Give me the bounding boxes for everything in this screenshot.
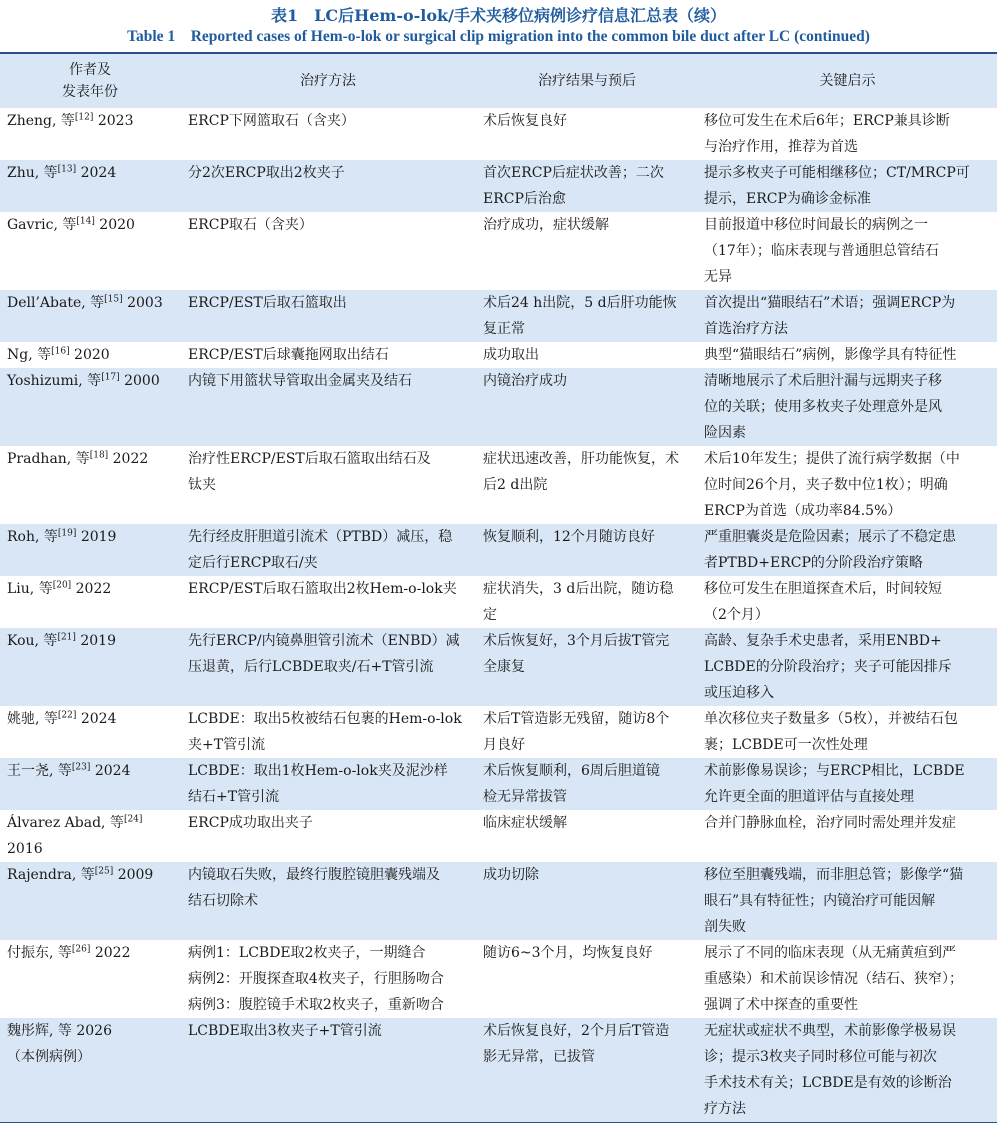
cell-author-year (0, 862, 180, 940)
cell-outcome: 术后24 h出院，5 d后肝功能恢 复正常 (483, 295, 677, 337)
cell-insight: 展示了不同的临床表现（从无痛黄疸到严 重感染）和术前误诊情况（结石、狭窄）； 强调了术中探查的重要性 (704, 945, 963, 1013)
table-row (0, 212, 997, 290)
cell-insight: 移位至胆囊残端，而非胆总管；影像学“猫 眼石”具有特征性；内镜治疗可能因解 剖失败 (704, 867, 964, 935)
cell-insight: 典型“猫眼结石”病例，影像学具有特征性 (704, 347, 957, 363)
cell-treatment: 先行ERCP/内镜鼻胆管引流术（ENBD）减 压退黄，后行LCBDE取夹/石+T管引流 (188, 633, 460, 675)
author-name: Liu, 等 (7, 581, 53, 597)
reference-number: [14] (76, 216, 95, 227)
author-name: Roh, 等 (7, 529, 58, 545)
reference-number: [19] (57, 528, 77, 539)
cell-author-year (0, 706, 180, 758)
cell-author-year (0, 446, 180, 524)
cell-treatment: 内镜下用篮状导管取出金属夹及结石 (188, 373, 412, 389)
author-name: Kou, 等 (7, 633, 58, 649)
cell-outcome: 症状消失，3 d后出院，随访稳 定 (483, 581, 674, 623)
cell-author-year (0, 940, 180, 1018)
cell-treatment: 治疗性ERCP/EST后取石篮取出结石及 钛夹 (188, 451, 431, 493)
reference-number: [20] (52, 580, 72, 591)
author-name: Yoshizumi, 等 (7, 373, 102, 389)
cell-author-year (0, 160, 180, 212)
cell-insight: 严重胆囊炎是危险因素；展示了不稳定患 者PTBD+ERCP的分阶段治疗策略 (704, 529, 956, 571)
cell-author-year (0, 524, 180, 576)
publication-year: 2003 (122, 295, 163, 311)
cell-treatment: ERCP/EST后取石篮取出 (188, 295, 347, 311)
table-row (0, 160, 997, 212)
table-title-chinese: 表1 LC后Hem-o-lok/手术夹移位病例诊疗信息汇总表（续） (271, 6, 726, 25)
table-row (0, 290, 997, 342)
cell-treatment: 内镜取石失败，最终行腹腔镜胆囊残端及 结石切除术 (188, 867, 440, 909)
cell-author-year (0, 810, 180, 862)
table-row (0, 108, 997, 160)
cell-author-year (0, 1018, 180, 1122)
cell-author-year (0, 628, 180, 706)
cell-insight: 术前影像易误诊；与ERCP相比，LCBDE 允许更全面的胆道评估与直接处理 (704, 763, 965, 805)
cell-author-year (0, 368, 180, 446)
reference-number: [21] (57, 632, 76, 643)
case-summary-table (0, 54, 997, 1122)
cell-treatment: ERCP/EST后球囊拖网取出结石 (188, 347, 389, 363)
cell-insight: 移位可发生在胆道探查术后，时间较短 （2个月） (704, 581, 942, 623)
cell-outcome: 成功取出 (483, 347, 539, 363)
table-row (0, 368, 997, 446)
cell-outcome: 临床症状缓解 (483, 815, 567, 831)
reference-number: [23] (71, 762, 91, 773)
reference-number: [16] (51, 346, 70, 357)
cell-insight: 高龄、复杂手术史患者，采用ENBD+ LCBDE的分阶段治疗；夹子可能因排斥 或压迫移入 (704, 633, 952, 701)
cell-insight: 提示多枚夹子可能相继移位；CT/MRCP可 提示，ERCP为确诊金标准 (704, 165, 970, 207)
reference-number: [18] (89, 450, 109, 461)
publication-year: 2016 (7, 841, 43, 857)
author-name: 姚驰, 等 (7, 711, 58, 727)
table-header-row (0, 54, 997, 108)
author-name: Gavric, 等 (7, 217, 77, 233)
cell-outcome: 术后恢复好，3个月后拔T管完 全康复 (483, 633, 670, 675)
cell-treatment: 先行经皮肝胆道引流术（PTBD）减压，稳 定后行ERCP取石/夹 (188, 529, 453, 571)
cell-author-year (0, 342, 180, 368)
header-author-year: 作者及 发表年份 (62, 62, 118, 100)
table-row (0, 576, 997, 628)
table-body (0, 108, 997, 1122)
cell-outcome: 术后恢复顺利，6周后胆道镜 检无异常拔管 (483, 763, 660, 805)
publication-year: 2023 (93, 113, 134, 129)
cell-insight: 无症状或症状不典型，术前影像学极易误 诊；提示3枚夹子同时移位可能与初次 手术技术有关；LCBDE是有效的诊断治 疗方法 (704, 1023, 956, 1117)
author-name: 付振东, 等 (7, 945, 72, 961)
table-row (0, 524, 997, 576)
cell-outcome: 术后恢复良好 (483, 113, 567, 129)
publication-year: 2022 (90, 945, 131, 961)
cell-treatment: LCBDE：取出5枚被结石包裹的Hem-o-lok 夹+T管引流 (188, 711, 462, 753)
header-treatment: 治疗方法 (300, 73, 356, 89)
table-row (0, 862, 997, 940)
author-name: Zheng, 等 (7, 113, 75, 129)
cell-treatment: ERCP下网篮取石（含夹） (188, 113, 355, 129)
cell-insight: 首次提出“猫眼结石”术语；强调ERCP为 首选治疗方法 (704, 295, 956, 337)
cell-outcome: 症状迅速改善，肝功能恢复，术 后2 d出院 (483, 451, 679, 493)
author-name: Pradhan, 等 (7, 451, 90, 467)
cell-treatment: ERCP/EST后取石篮取出2枚Hem-o-lok夹 (188, 581, 457, 597)
table-row (0, 342, 997, 368)
author-name: Álvarez Abad, 等 (7, 815, 124, 831)
publication-year: 2020 (69, 347, 110, 363)
publication-year: 2020 (94, 217, 135, 233)
publication-year: 2024 (76, 711, 117, 727)
reference-number: [22] (57, 710, 77, 721)
cell-outcome: 术后T管造影无残留，随访8个 月良好 (483, 711, 670, 753)
table-row (0, 1018, 997, 1122)
cell-author-year (0, 212, 180, 290)
author-name: Zhu, 等 (7, 165, 58, 181)
cell-treatment: ERCP成功取出夹子 (188, 815, 313, 831)
reference-number: [12] (74, 112, 94, 123)
cell-treatment: ERCP取石（含夹） (188, 217, 313, 233)
cell-insight: 单次移位夹子数量多（5枚），并被结石包 裹；LCBDE可一次性处理 (704, 711, 958, 753)
table-row (0, 940, 997, 1018)
cell-insight: 清晰地展示了术后胆汁漏与远期夹子移 位的关联；使用多枚夹子处理意外是风 险因素 (704, 373, 942, 441)
bottom-rule (0, 1122, 997, 1123)
cell-insight: 目前报道中移位时间最长的病例之一 （17年）；临床表现与普通胆总管结石 无异 (704, 217, 939, 285)
table-row (0, 810, 997, 862)
reference-number: [26] (71, 944, 91, 955)
cell-insight: 移位可发生在术后6年；ERCP兼具诊断 与治疗作用，推荐为首选 (704, 113, 950, 155)
cell-author-year (0, 758, 180, 810)
cell-treatment: 病例1：LCBDE取2枚夹子，一期缝合 病例2：开腹探查取4枚夹子，行胆肠吻合 病例3：腹腔镜手术取2枚夹子，重新吻合 (188, 945, 444, 1013)
cell-author-year (0, 576, 180, 628)
author-name: Dell’Abate, 等 (7, 295, 105, 311)
table-title-english: Table 1 Reported cases of Hem-o-lok or surgical clip migration into the common bile duct after LC (continued) (127, 28, 870, 45)
reference-number: [15] (104, 294, 123, 305)
author-name: 魏彤辉, 等 2026 （本例病例） (7, 1023, 112, 1065)
table-row (0, 446, 997, 524)
cell-outcome: 内镜治疗成功 (483, 373, 567, 389)
cell-treatment: LCBDE：取出1枚Hem-o-lok夹及泥沙样 结石+T管引流 (188, 763, 448, 805)
publication-year: 2009 (113, 867, 154, 883)
publication-year: 2024 (76, 165, 117, 181)
publication-year: 2019 (76, 529, 117, 545)
publication-year: 2022 (108, 451, 149, 467)
author-name: 王一尧, 等 (7, 763, 72, 779)
table-caption (0, 0, 997, 52)
cell-insight: 术后10年发生；提供了流行病学数据（中 位时间26个月，夹子数中位1枚）；明确 ERCP为首选（成功率84.5%） (704, 451, 960, 519)
reference-number: [13] (57, 164, 77, 175)
author-name: Ng, 等 (7, 347, 52, 363)
cell-outcome: 恢复顺利，12个月随访良好 (483, 529, 655, 545)
publication-year: 2024 (90, 763, 131, 779)
reference-number: [25] (94, 866, 114, 877)
publication-year: 2000 (119, 373, 160, 389)
cell-author-year (0, 290, 180, 342)
table-row (0, 706, 997, 758)
cell-outcome: 成功切除 (483, 867, 539, 883)
publication-year: 2022 (71, 581, 112, 597)
cell-outcome: 首次ERCP后症状改善；二次 ERCP后治愈 (483, 165, 664, 207)
reference-number: [17] (101, 372, 120, 383)
table-row (0, 758, 997, 810)
cell-outcome: 治疗成功，症状缓解 (483, 217, 609, 233)
reference-number: [24] (123, 814, 143, 825)
header-insight: 关键启示 (819, 73, 876, 89)
cell-author-year (0, 108, 180, 160)
publication-year: 2019 (75, 633, 117, 649)
cell-treatment: LCBDE取出3枚夹子+T管引流 (188, 1023, 382, 1039)
cell-outcome: 随访6~3个月，均恢复良好 (483, 945, 653, 961)
author-name: Rajendra, 等 (7, 867, 95, 883)
cell-treatment: 分2次ERCP取出2枚夹子 (188, 165, 345, 181)
table-row (0, 628, 997, 706)
cell-outcome: 术后恢复良好，2个月后T管造 影无异常，已拔管 (483, 1023, 670, 1065)
header-outcome: 治疗结果与预后 (538, 73, 636, 89)
cell-insight: 合并门静脉血栓，治疗同时需处理并发症 (704, 815, 956, 831)
